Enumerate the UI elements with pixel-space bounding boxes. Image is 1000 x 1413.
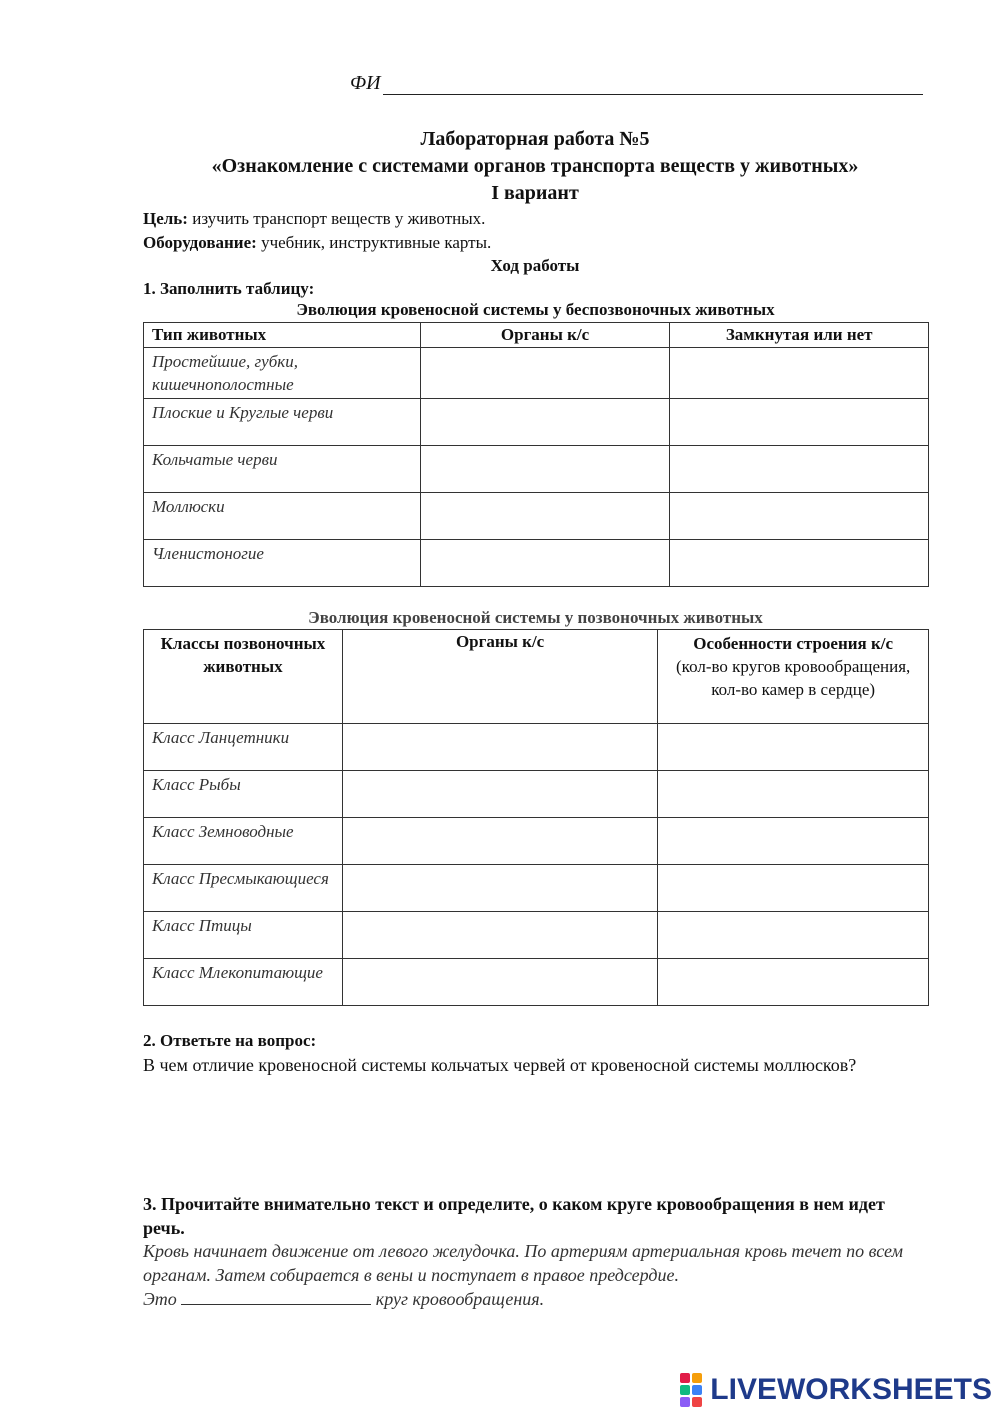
task2-heading: 2. Ответьте на вопрос: <box>143 1031 317 1050</box>
table1-cell-input[interactable] <box>420 493 670 540</box>
task3-fill-prefix: Это <box>143 1289 177 1309</box>
table2-cell-input[interactable] <box>342 865 657 912</box>
table1-cell-input[interactable] <box>420 399 670 446</box>
task3-fill-line <box>143 1287 544 1311</box>
table2-header-organs: Органы к/с <box>342 630 657 724</box>
table1-cell-input[interactable] <box>670 493 929 540</box>
table2-cell-input[interactable] <box>658 912 929 959</box>
goal-label: Цель: <box>143 209 188 228</box>
table2-row-label: Класс Ланцетники <box>144 724 343 771</box>
table2-cell-input[interactable] <box>342 912 657 959</box>
table2-cell-input[interactable] <box>342 771 657 818</box>
table1-cell-input[interactable] <box>420 446 670 493</box>
table1-cell-input[interactable] <box>670 399 929 446</box>
task2-answer-area[interactable] <box>143 1110 928 1180</box>
table2-header-features-title: Особенности строения к/с <box>693 634 894 653</box>
table1-row-label: Плоские и Круглые черви <box>144 399 421 446</box>
table1-cell-input[interactable] <box>670 540 929 587</box>
table2-cell-input[interactable] <box>342 818 657 865</box>
table2-header-features-note: (кол-во кругов кровообращения, кол-во камер в сердце) <box>676 657 911 699</box>
goal-line <box>143 209 485 229</box>
table1-row-label: Простейшие, губки, кишечнополостные <box>144 348 421 399</box>
goal-text: изучить транспорт веществ у животных. <box>187 209 486 228</box>
table1-row-label: Членистоногие <box>144 540 421 587</box>
table1-cell-input[interactable] <box>670 446 929 493</box>
task2-question: В чем отличие кровеносной системы кольчатых червей от кровеносной системы моллюсков? <box>143 1055 857 1075</box>
table2-cell-input[interactable] <box>342 724 657 771</box>
table1-header-type: Тип животных <box>144 323 421 348</box>
table2-cell-input[interactable] <box>658 724 929 771</box>
table1-caption: Эволюция кровеносной системы у беспозвоночных животных <box>296 300 775 319</box>
equipment-text: учебник, инструктивные карты. <box>256 233 492 252</box>
table1-header-closed: Замкнутая или нет <box>670 323 929 348</box>
task1-heading: 1. Заполнить таблицу: <box>143 279 315 298</box>
table1-row-label: Моллюски <box>144 493 421 540</box>
invertebrate-table <box>143 322 929 587</box>
vertebrate-table <box>143 629 929 1006</box>
table2-cell-input[interactable] <box>658 865 929 912</box>
liveworksheets-logo-icon <box>680 1373 702 1407</box>
table2-cell-input[interactable] <box>658 959 929 1006</box>
table2-row-label: Класс Земноводные <box>144 818 343 865</box>
table1-cell-input[interactable] <box>420 348 670 399</box>
table2-caption: Эволюция кровеносной системы у позвоночных животных <box>308 608 763 627</box>
lab-title: Лабораторная работа №5 <box>420 128 650 150</box>
task3-heading: 3. Прочитайте внимательно текст и определите, о каком круге кровообращения в нем идет речь. <box>143 1194 885 1238</box>
name-label: ФИ <box>350 72 381 94</box>
table1-row-label: Кольчатые черви <box>144 446 421 493</box>
watermark-text: LIVEWORKSHEETS <box>710 1373 992 1406</box>
table2-cell-input[interactable] <box>658 818 929 865</box>
equipment-label: Оборудование: <box>143 233 257 252</box>
table1-header-organs: Органы к/с <box>420 323 670 348</box>
table2-header-classes: Классы позвоночных животных <box>144 630 343 724</box>
table2-row-label: Класс Млекопитающие <box>144 959 343 1006</box>
table2-row-label: Класс Пресмыкающиеся <box>144 865 343 912</box>
table1-cell-input[interactable] <box>670 348 929 399</box>
task3-fill-suffix: круг кровообращения. <box>375 1289 545 1309</box>
liveworksheets-watermark <box>680 1373 992 1407</box>
task3-answer-blank[interactable] <box>181 1288 371 1305</box>
table2-row-label: Класс Рыбы <box>144 771 343 818</box>
table2-header-features <box>658 630 929 724</box>
table2-cell-input[interactable] <box>658 771 929 818</box>
lab-subtitle: «Ознакомление с системами органов транспорта веществ у животных» <box>211 155 859 177</box>
equipment-line <box>143 233 491 253</box>
name-field <box>350 72 923 95</box>
table2-cell-input[interactable] <box>342 959 657 1006</box>
table2-row-label: Класс Птицы <box>144 912 343 959</box>
variant: I вариант <box>491 182 579 204</box>
progress-heading: Ход работы <box>490 256 580 275</box>
table1-cell-input[interactable] <box>420 540 670 587</box>
name-blank[interactable] <box>383 74 923 95</box>
task3-text: Кровь начинает движение от левого желудочка. По артериям артериальная кровь течет по всем органам. Затем собирается в вены и поступает в правое предсердие. <box>143 1241 903 1285</box>
